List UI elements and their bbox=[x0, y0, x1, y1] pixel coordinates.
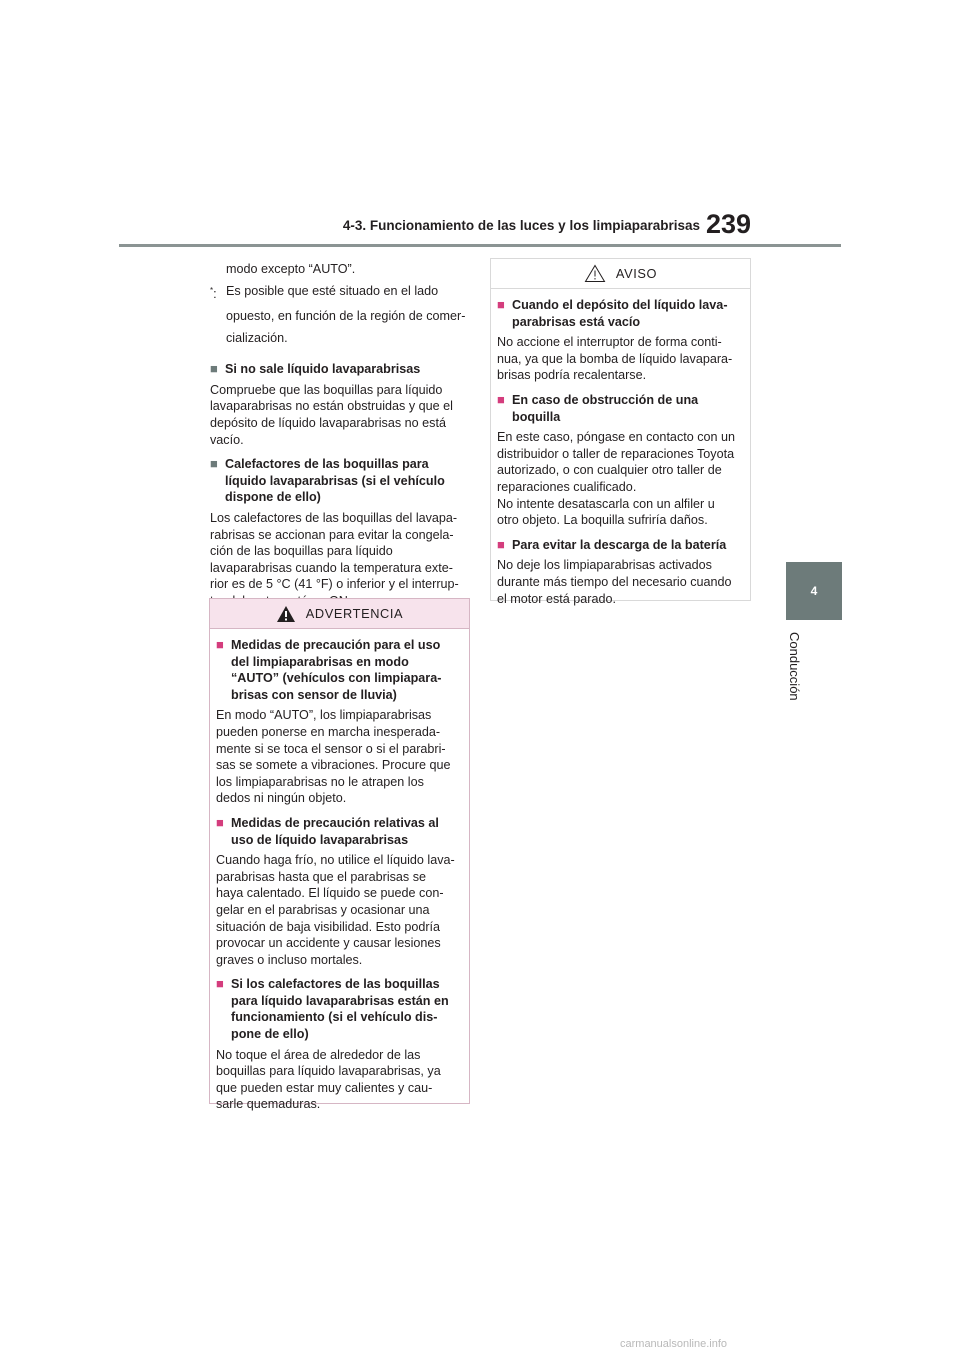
square-bullet-icon: ■ bbox=[210, 361, 218, 377]
square-bullet-icon: ■ bbox=[216, 976, 224, 992]
left-column bbox=[210, 258, 466, 618]
section-no-washer-fluid bbox=[210, 361, 466, 448]
section-body: En modo “AUTO”, los limpiaparabrisas pueden ponerse en marcha inesperada- mente si se toca el sensor o si el parabri- sas se somete a vibraciones. Procure que los limpiaparabrisas no le atrapen los dedos ni ningún objeto. bbox=[216, 708, 451, 806]
section-body: No deje los limpiaparabrisas activados durante más tiempo del necesario cuando el motor está parado. bbox=[497, 558, 732, 606]
notice-box-header bbox=[491, 259, 750, 289]
warning-box-title: ADVERTENCIA bbox=[305, 606, 404, 621]
section-heading: ■ Cuando el depósito del líquido lava- parabrisas está vacío bbox=[497, 297, 728, 329]
warning-box-header bbox=[210, 599, 469, 629]
section-body: No toque el área de alrededor de las boquillas para líquido lavaparabrisas, ya que pueden estar muy calientes y cau- sarle quemaduras. bbox=[216, 1047, 441, 1112]
section-body: No accione el interruptor de forma conti- nua, ya que la bomba de líquido lavapara- brisas podría recalentarse. bbox=[497, 335, 733, 383]
section-body: En este caso, póngase en contacto con un distribuidor o taller de reparaciones Toyota autorizado, o con cualquier otro taller de reparaciones cualificado. No intente desatascarla con un alfiler u otro objeto. La boquilla sufriría daños. bbox=[497, 430, 736, 528]
warning-section bbox=[216, 976, 463, 1113]
square-bullet-icon: ■ bbox=[210, 456, 218, 472]
warning-triangle-icon bbox=[276, 605, 296, 623]
footnote-line: cialización. bbox=[226, 331, 288, 346]
page-header-title: 4-3. Funcionamiento de las luces y los limpiaparabrisas bbox=[342, 218, 700, 233]
square-bullet-icon: ■ bbox=[497, 297, 505, 312]
section-heading: ■ Calefactores de las boquillas para líquido lavaparabrisas (si el vehículo dispone de ello) bbox=[210, 456, 445, 505]
section-heading: ■ Si los calefactores de las boquillas para líquido lavaparabrisas están en funcionamiento (si el vehículo dis- pone de ello) bbox=[216, 976, 449, 1042]
chapter-tab: 4 bbox=[786, 562, 842, 620]
footnote bbox=[210, 258, 466, 349]
square-bullet-icon: ■ bbox=[216, 637, 224, 652]
chapter-label: Conducción bbox=[787, 632, 802, 701]
section-heading: ■ Si no sale líquido lavaparabrisas bbox=[210, 361, 421, 377]
footnote-line: *: Es posible que esté situado en el lado bbox=[210, 280, 466, 305]
caution-triangle-outline-icon bbox=[584, 264, 606, 283]
notice-box bbox=[490, 258, 751, 606]
notice-section bbox=[497, 392, 744, 529]
warning-section bbox=[216, 815, 463, 968]
warning-box bbox=[209, 598, 470, 1112]
section-heading: ■ Medidas de precaución relativas al uso de líquido lavaparabrisas bbox=[216, 814, 439, 847]
notice-section bbox=[497, 537, 744, 607]
footnote-mark: *: bbox=[210, 286, 217, 302]
header-divider bbox=[119, 244, 841, 247]
section-body: Los calefactores de las boquillas del lavapa- rabrisas se accionan para evitar la congela- ción de las boquillas para líquido lavaparabrisas cuando la temperatura exte- rior es de 5 °C (41 °F) o inferior y el interrup- bbox=[210, 510, 459, 592]
square-bullet-icon: ■ bbox=[497, 391, 505, 407]
section-nozzle-heaters bbox=[210, 456, 466, 609]
section-heading: ■ Medidas de precaución para el uso del limpiaparabrisas en modo “AUTO” (vehículos con limpiapara- brisas con sensor de lluvia) bbox=[216, 637, 442, 702]
watermark: carmanualsonline.info bbox=[620, 1338, 728, 1350]
section-heading: ■ Para evitar la descarga de la batería bbox=[497, 536, 727, 552]
notice-section bbox=[497, 297, 744, 384]
square-bullet-icon: ■ bbox=[216, 814, 224, 830]
footnote-continuation: modo excepto “AUTO”. bbox=[226, 262, 356, 276]
warning-section bbox=[216, 637, 463, 807]
section-body: Compruebe que las boquillas para líquido lavaparabrisas no están obstruidas y que el depósito de líquido lavaparabrisas no está vacío. bbox=[210, 382, 453, 447]
section-body: Cuando haga frío, no utilice el líquido lava- parabrisas hasta que el parabrisas se haya calentado. El líquido se puede con- gelar en el parabrisas y ocasionar una situación de baja visibilidad. Esto podría provocar un accidente y causar lesiones graves o incluso mortales. bbox=[216, 853, 455, 967]
notice-box-title: AVISO bbox=[615, 266, 658, 281]
page-number: 239 bbox=[706, 209, 752, 239]
footnote-line: opuesto, en función de la región de comer- bbox=[226, 309, 466, 324]
square-bullet-icon: ■ bbox=[497, 536, 505, 552]
section-heading: ■ En caso de obstrucción de una boquilla bbox=[497, 391, 699, 424]
